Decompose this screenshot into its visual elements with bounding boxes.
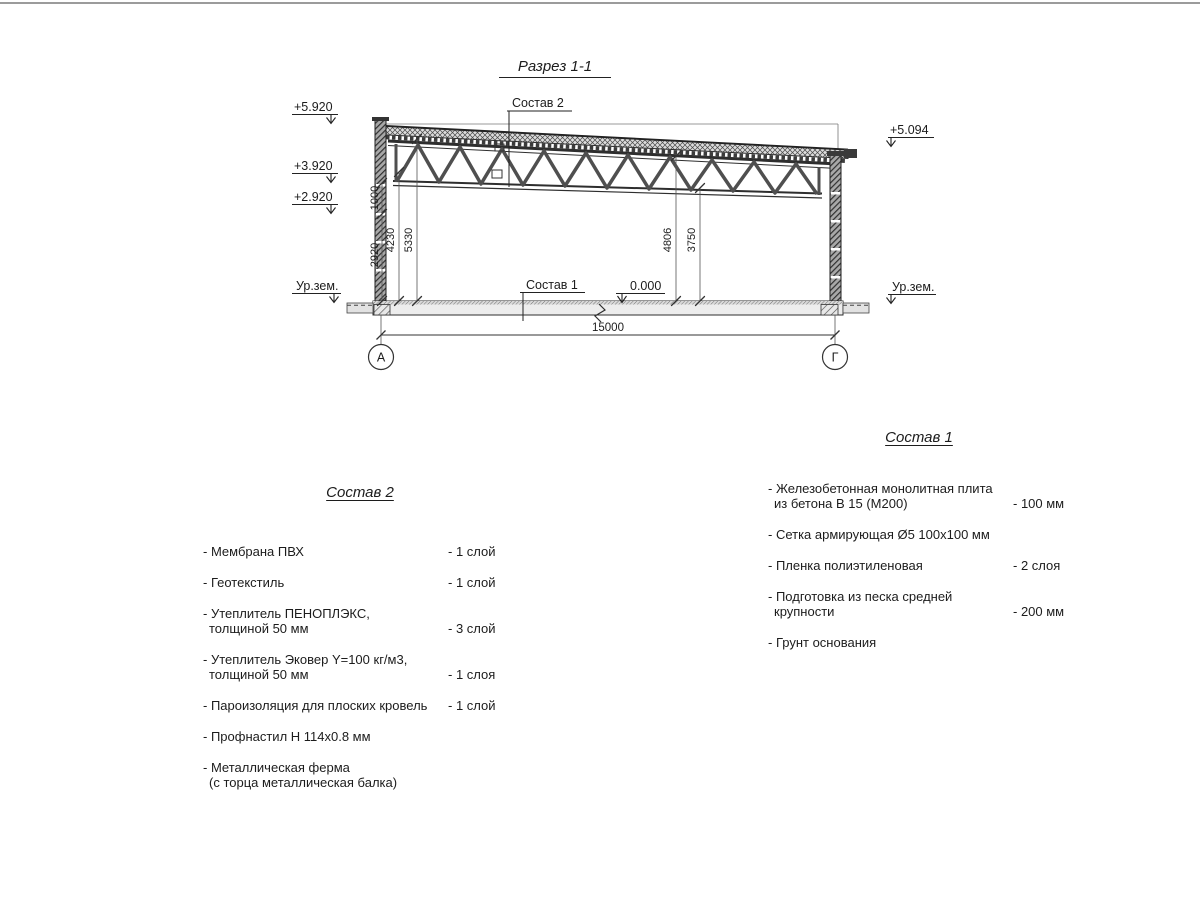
composition-2-list [203, 485, 517, 806]
right-wall [827, 151, 844, 301]
ground-strip-right [843, 303, 869, 313]
item-name: - Мембрана ПВХ [203, 544, 304, 559]
list-item [203, 606, 517, 636]
dim-1000-label: 1000 [369, 185, 381, 211]
item-name: - Профнастил Н 114х0.8 мм [203, 729, 371, 744]
list-item [768, 527, 1070, 542]
list-item [203, 760, 517, 790]
list-item [768, 558, 1070, 573]
elevation-5094-label: +5.094 [890, 123, 929, 137]
elevation-mark-3920 [292, 159, 338, 183]
axis-marker-a [369, 345, 394, 370]
dim-15000-label: 15000 [592, 322, 624, 334]
ground-level-right-label: Ур.зем. [892, 280, 935, 294]
item-name: - Пленка полиэтиленовая [768, 558, 923, 573]
item-name: - Пароизоляция для плоских кровель [203, 698, 428, 713]
elevation-mark-5920 [292, 100, 338, 124]
list-item [768, 635, 1070, 650]
item-name: - Подготовка из песка средней [768, 589, 953, 604]
ground-level-mark-left [292, 279, 341, 303]
elevation-5920-label: +5.920 [294, 100, 333, 114]
zero-level-label: 0.000 [630, 279, 662, 293]
item-value: - 100 мм [1013, 496, 1065, 511]
list-item [203, 575, 517, 590]
elevation-mark-2920 [292, 190, 338, 214]
item-value: - 1 слой [448, 544, 496, 559]
item-value: - 200 мм [1013, 604, 1065, 619]
item-name: - Утеплитель Эковер Y=100 кг/м3, [203, 652, 408, 667]
right-wall-footing [821, 305, 838, 316]
purlin-clip-bottom [492, 170, 502, 178]
composition-2-heading: Состав 2 [326, 484, 394, 501]
item-name: - Геотекстиль [203, 575, 285, 590]
item-name: - Металлическая ферма [203, 760, 350, 775]
dim-5330-label: 5330 [403, 227, 415, 253]
elevation-mark-5094 [887, 123, 935, 147]
item-name: - Утеплитель ПЕНОПЛЭКС, [203, 606, 370, 621]
axis-a-label: А [376, 350, 386, 365]
composition-1-list [768, 430, 1070, 666]
list-item [203, 729, 517, 744]
elevation-3920-label: +3.920 [294, 159, 333, 173]
item-value: - 1 слой [448, 698, 496, 713]
drawing-title: Разрез 1-1 [499, 58, 611, 78]
item-name-cont: крупности [774, 604, 835, 619]
left-wall-footing [374, 305, 390, 316]
composition-1-heading: Состав 1 [885, 429, 953, 446]
floor-slab [347, 301, 869, 322]
list-item [203, 698, 517, 713]
dim-2920-label: 2920 [369, 242, 381, 268]
ground-level-mark-right [887, 280, 937, 304]
parapet-cap [372, 117, 389, 121]
list-item [768, 481, 1070, 511]
elevation-2920-label: +2.920 [294, 190, 333, 204]
ground-level-left-label: Ур.зем. [296, 279, 339, 293]
zero-level-mark [616, 279, 665, 303]
list-item [768, 589, 1070, 619]
item-value: - 1 слоя [448, 667, 496, 682]
item-name-cont: (с торца металлическая балка) [209, 775, 398, 790]
dim-4230-label: 4230 [385, 227, 397, 253]
ground-strip-left [347, 303, 373, 313]
dim-4806-label: 4806 [662, 227, 674, 253]
axis-g-label: Г [831, 350, 839, 365]
span-dimension [377, 315, 840, 344]
item-name: - Грунт основания [768, 635, 877, 650]
list-item [203, 544, 517, 559]
roof-edge-beam [844, 149, 857, 158]
item-value: - 2 слоя [1013, 558, 1061, 573]
dim-3750-label: 3750 [686, 227, 698, 253]
item-name: - Сетка армирующая Ø5 100х100 мм [768, 527, 990, 542]
item-name-cont: толщиной 50 мм [209, 621, 309, 636]
item-value: - 1 слой [448, 575, 496, 590]
right-wall-cap [827, 151, 844, 156]
item-name-cont: толщиной 50 мм [209, 667, 309, 682]
item-name: - Железобетонная монолитная плита [768, 481, 993, 496]
axis-marker-g [823, 345, 848, 370]
sostav-2-label: Состав 2 [512, 96, 564, 110]
list-item [203, 652, 517, 682]
section-drawing [0, 0, 1200, 430]
item-value: - 3 слой [448, 621, 496, 636]
item-name-cont: из бетона В 15 (М200) [774, 496, 908, 511]
sostav-1-label: Состав 1 [526, 278, 578, 292]
